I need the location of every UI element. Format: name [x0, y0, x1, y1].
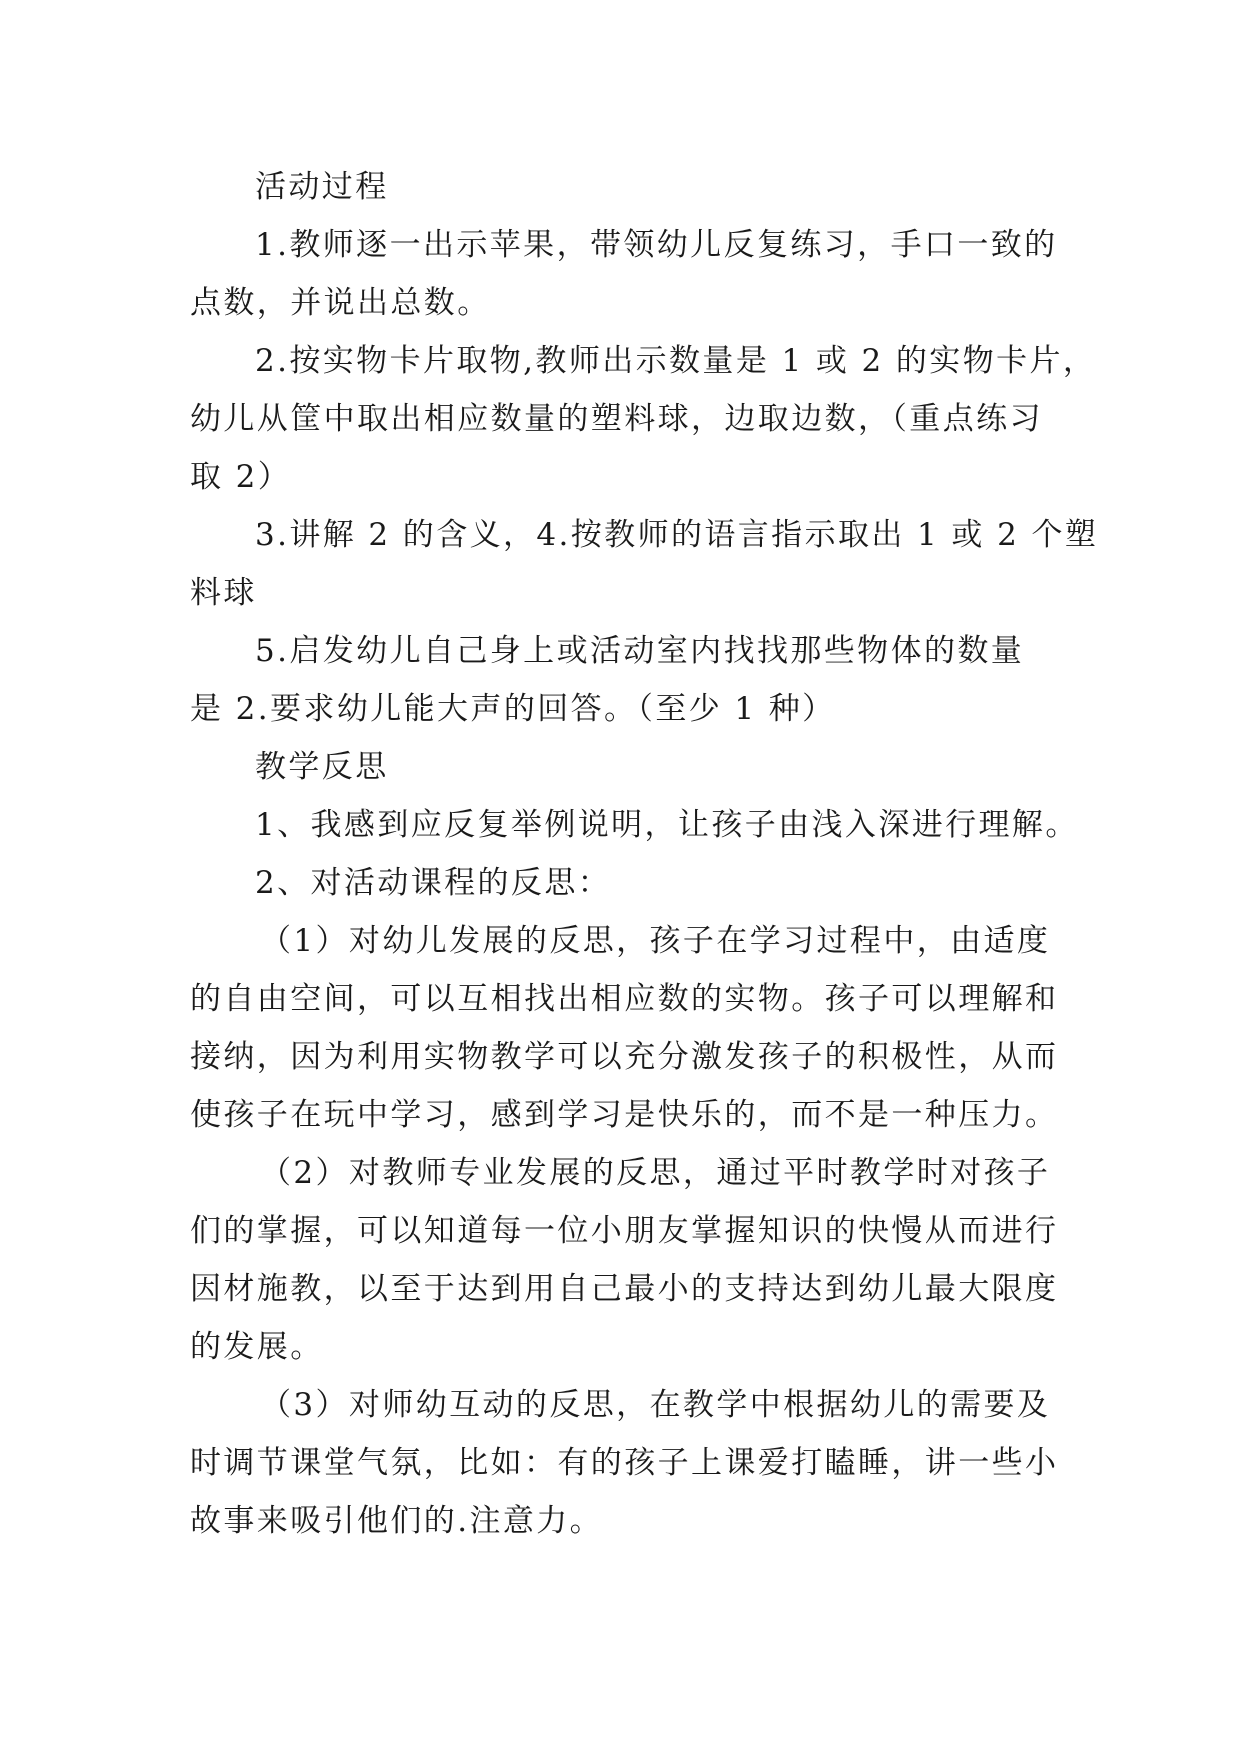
document-body [190, 158, 1099, 1550]
paragraph-line: 取 2） [190, 459, 292, 495]
paragraph-line: 因材施教，以至于达到用自己最小的支持达到幼儿最大限度 [190, 1271, 1059, 1307]
paragraph-line: 2、对活动课程的反思： [255, 865, 612, 901]
paragraph-line: 的自由空间，可以互相找出相应数的实物。孩子可以理解和 [190, 981, 1059, 1017]
paragraph-line: （2）对教师专业发展的反思，通过平时教学时对孩子 [260, 1155, 1051, 1191]
paragraph-line: 料球 [190, 575, 257, 611]
paragraph-line: 是 2.要求幼儿能大声的回答。（至少 1 种） [190, 691, 836, 727]
paragraph-line: （3）对师幼互动的反思，在教学中根据幼儿的需要及 [260, 1387, 1051, 1423]
paragraph-line: 1.教师逐一出示苹果，带领幼儿反复练习，手口一致的 [255, 227, 1058, 263]
paragraph-line: 们的掌握，可以知道每一位小朋友掌握知识的快慢从而进行 [190, 1213, 1059, 1249]
paragraph-line: 点数，并说出总数。 [190, 285, 491, 321]
paragraph-line: 2.按实物卡片取物,教师出示数量是 1 或 2 的实物卡片， [255, 343, 1097, 379]
paragraph-line: 1、我感到应反复举例说明，让孩子由浅入深进行理解。 [255, 807, 1079, 843]
paragraph-line: 接纳，因为利用实物教学可以充分激发孩子的积极性，从而 [190, 1039, 1059, 1075]
paragraph-line: 幼儿从筐中取出相应数量的塑料球，边取边数，（重点练习 [190, 401, 1043, 437]
section-heading-teaching-reflection: 教学反思 [255, 749, 389, 785]
paragraph-line: 时调节课堂气氛，比如：有的孩子上课爱打瞌睡，讲一些小 [190, 1445, 1059, 1481]
paragraph-line: 5.启发幼儿自己身上或活动室内找找那些物体的数量 [255, 633, 1025, 669]
section-heading-activity-process: 活动过程 [255, 169, 389, 205]
paragraph-line: 的发展。 [190, 1329, 324, 1365]
paragraph-line: 3.讲解 2 的含义，4.按教师的语言指示取出 1 或 2 个塑 [255, 517, 1099, 553]
paragraph-line: 故事来吸引他们的.注意力。 [190, 1503, 604, 1539]
paragraph-line: （1）对幼儿发展的反思，孩子在学习过程中，由适度 [260, 923, 1051, 959]
paragraph-line: 使孩子在玩中学习，感到学习是快乐的，而不是一种压力。 [190, 1097, 1059, 1133]
